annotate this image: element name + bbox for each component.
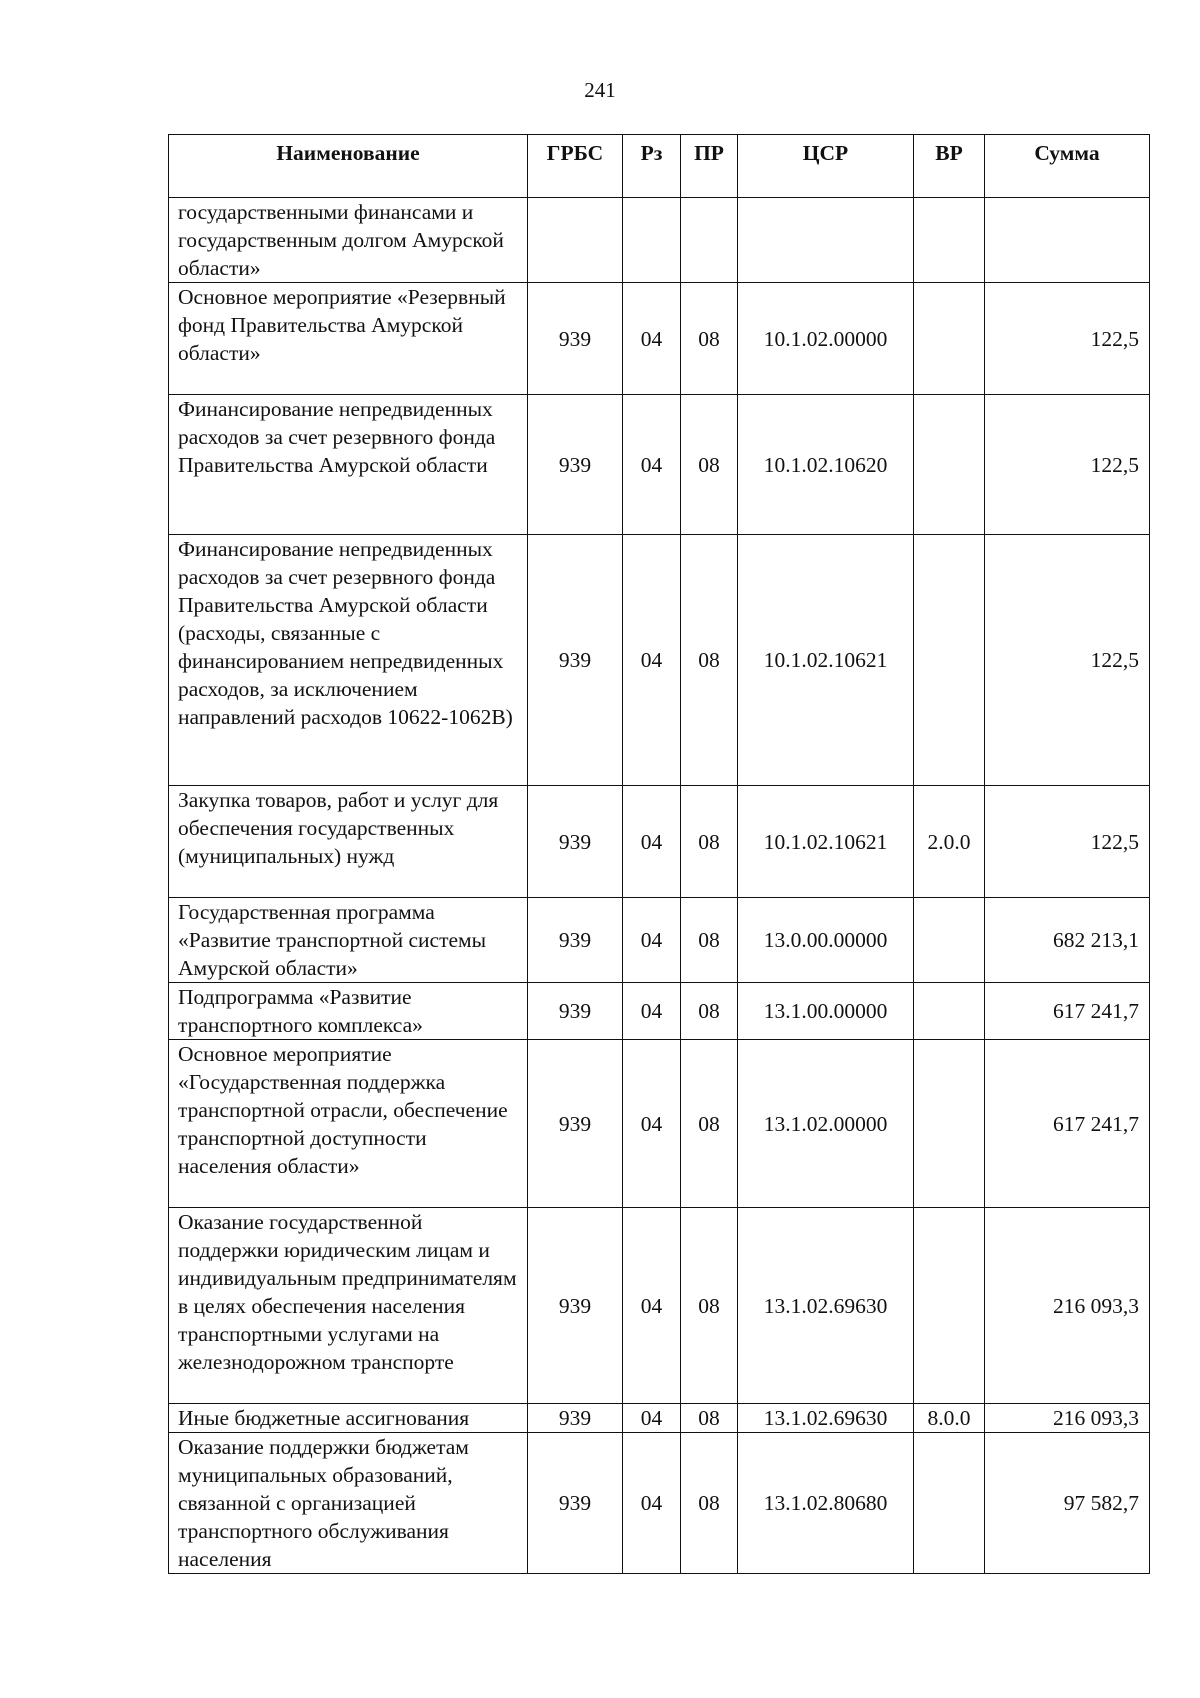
header-sum: Сумма: [985, 135, 1150, 198]
row-grbs: 939: [528, 1208, 623, 1404]
row-name: Подпрограмма «Развитие транспортного комплекса»: [169, 983, 528, 1040]
table-row: [169, 1433, 1150, 1574]
row-rz: 04: [623, 1433, 681, 1574]
row-pr: 08: [681, 786, 738, 898]
row-rz: 04: [623, 395, 681, 535]
table-row: [169, 1404, 1150, 1433]
row-pr: 08: [681, 1208, 738, 1404]
row-name: Финансирование непредвиденных расходов за счет резервного фонда Правительства Амурской области: [169, 395, 528, 535]
row-pr: 08: [681, 1040, 738, 1208]
row-pr: 08: [681, 898, 738, 983]
row-pr: [681, 198, 738, 283]
row-csr: 13.1.02.69630: [738, 1208, 914, 1404]
row-pr: 08: [681, 1433, 738, 1574]
row-csr: [738, 198, 914, 283]
table-row: [169, 198, 1150, 283]
table-row: [169, 1040, 1150, 1208]
row-vr: [914, 1208, 985, 1404]
row-grbs: 939: [528, 1433, 623, 1574]
row-vr: [914, 395, 985, 535]
row-grbs: 939: [528, 898, 623, 983]
row-vr: [914, 1433, 985, 1574]
row-grbs: 939: [528, 1040, 623, 1208]
row-sum: 122,5: [985, 283, 1150, 395]
header-vr: ВР: [914, 135, 985, 198]
table-row: [169, 395, 1150, 535]
row-grbs: 939: [528, 535, 623, 786]
row-rz: 04: [623, 786, 681, 898]
row-vr: [914, 283, 985, 395]
row-csr: 13.1.02.69630: [738, 1404, 914, 1433]
table-row: [169, 898, 1150, 983]
table-row: [169, 283, 1150, 395]
row-grbs: 939: [528, 395, 623, 535]
row-csr: 10.1.02.10620: [738, 395, 914, 535]
row-rz: 04: [623, 983, 681, 1040]
row-pr: 08: [681, 983, 738, 1040]
row-pr: 08: [681, 535, 738, 786]
row-name: Государственная программа «Развитие транспортной системы Амурской области»: [169, 898, 528, 983]
table-header-row: [169, 135, 1150, 198]
row-name: Закупка товаров, работ и услуг для обеспечения государственных (муниципальных) нужд: [169, 786, 528, 898]
header-name: Наименование: [169, 135, 528, 198]
row-csr: 10.1.02.10621: [738, 535, 914, 786]
row-sum: 122,5: [985, 395, 1150, 535]
row-sum: 216 093,3: [985, 1404, 1150, 1433]
row-csr: 13.1.00.00000: [738, 983, 914, 1040]
table-row: [169, 535, 1150, 786]
row-name: Основное мероприятие «Резервный фонд Правительства Амурской области»: [169, 283, 528, 395]
row-rz: [623, 198, 681, 283]
row-sum: 97 582,7: [985, 1433, 1150, 1574]
row-vr: [914, 535, 985, 786]
row-grbs: 939: [528, 283, 623, 395]
page-number: 241: [584, 78, 616, 102]
row-vr: [914, 198, 985, 283]
header-pr: ПР: [681, 135, 738, 198]
table-row: [169, 1208, 1150, 1404]
row-grbs: 939: [528, 1404, 623, 1433]
header-grbs: ГРБС: [528, 135, 623, 198]
row-grbs: 939: [528, 983, 623, 1040]
row-vr: [914, 1040, 985, 1208]
row-csr: 13.1.02.00000: [738, 1040, 914, 1208]
row-name: Оказание государственной поддержки юридическим лицам и индивидуальным предпринимателям в целях обеспечения населения транспортными услугами на железнодорожном транспорте: [169, 1208, 528, 1404]
row-name: государственными финансами и государственным долгом Амурской области»: [169, 198, 528, 283]
row-sum: [985, 198, 1150, 283]
row-rz: 04: [623, 283, 681, 395]
row-vr: [914, 983, 985, 1040]
row-csr: 13.1.02.80680: [738, 1433, 914, 1574]
row-sum: 617 241,7: [985, 983, 1150, 1040]
row-grbs: 939: [528, 786, 623, 898]
row-csr: 10.1.02.00000: [738, 283, 914, 395]
table-row: [169, 983, 1150, 1040]
header-csr: ЦСР: [738, 135, 914, 198]
row-name: Иные бюджетные ассигнования: [169, 1404, 528, 1433]
row-sum: 216 093,3: [985, 1208, 1150, 1404]
budget-table: [168, 134, 1150, 1574]
row-pr: 08: [681, 1404, 738, 1433]
row-pr: 08: [681, 395, 738, 535]
row-sum: 682 213,1: [985, 898, 1150, 983]
row-rz: 04: [623, 1404, 681, 1433]
header-rz: Рз: [623, 135, 681, 198]
row-csr: 10.1.02.10621: [738, 786, 914, 898]
table-row: [169, 786, 1150, 898]
row-vr: [914, 898, 985, 983]
row-pr: 08: [681, 283, 738, 395]
row-sum: 617 241,7: [985, 1040, 1150, 1208]
row-rz: 04: [623, 1208, 681, 1404]
row-sum: 122,5: [985, 786, 1150, 898]
row-name: Основное мероприятие «Государственная поддержка транспортной отрасли, обеспечение транспортной доступности населения области»: [169, 1040, 528, 1208]
row-vr: 2.0.0: [914, 786, 985, 898]
row-sum: 122,5: [985, 535, 1150, 786]
row-rz: 04: [623, 898, 681, 983]
row-rz: 04: [623, 535, 681, 786]
row-name: Финансирование непредвиденных расходов за счет резервного фонда Правительства Амурской области (расходы, связанные с финансированием непредвиденных расходов, за исключением направлений расходов 10622-1062В): [169, 535, 528, 786]
row-name: Оказание поддержки бюджетам муниципальных образований, связанной с организацией транспортного обслуживания населения: [169, 1433, 528, 1574]
row-vr: 8.0.0: [914, 1404, 985, 1433]
row-rz: 04: [623, 1040, 681, 1208]
row-csr: 13.0.00.00000: [738, 898, 914, 983]
row-grbs: [528, 198, 623, 283]
